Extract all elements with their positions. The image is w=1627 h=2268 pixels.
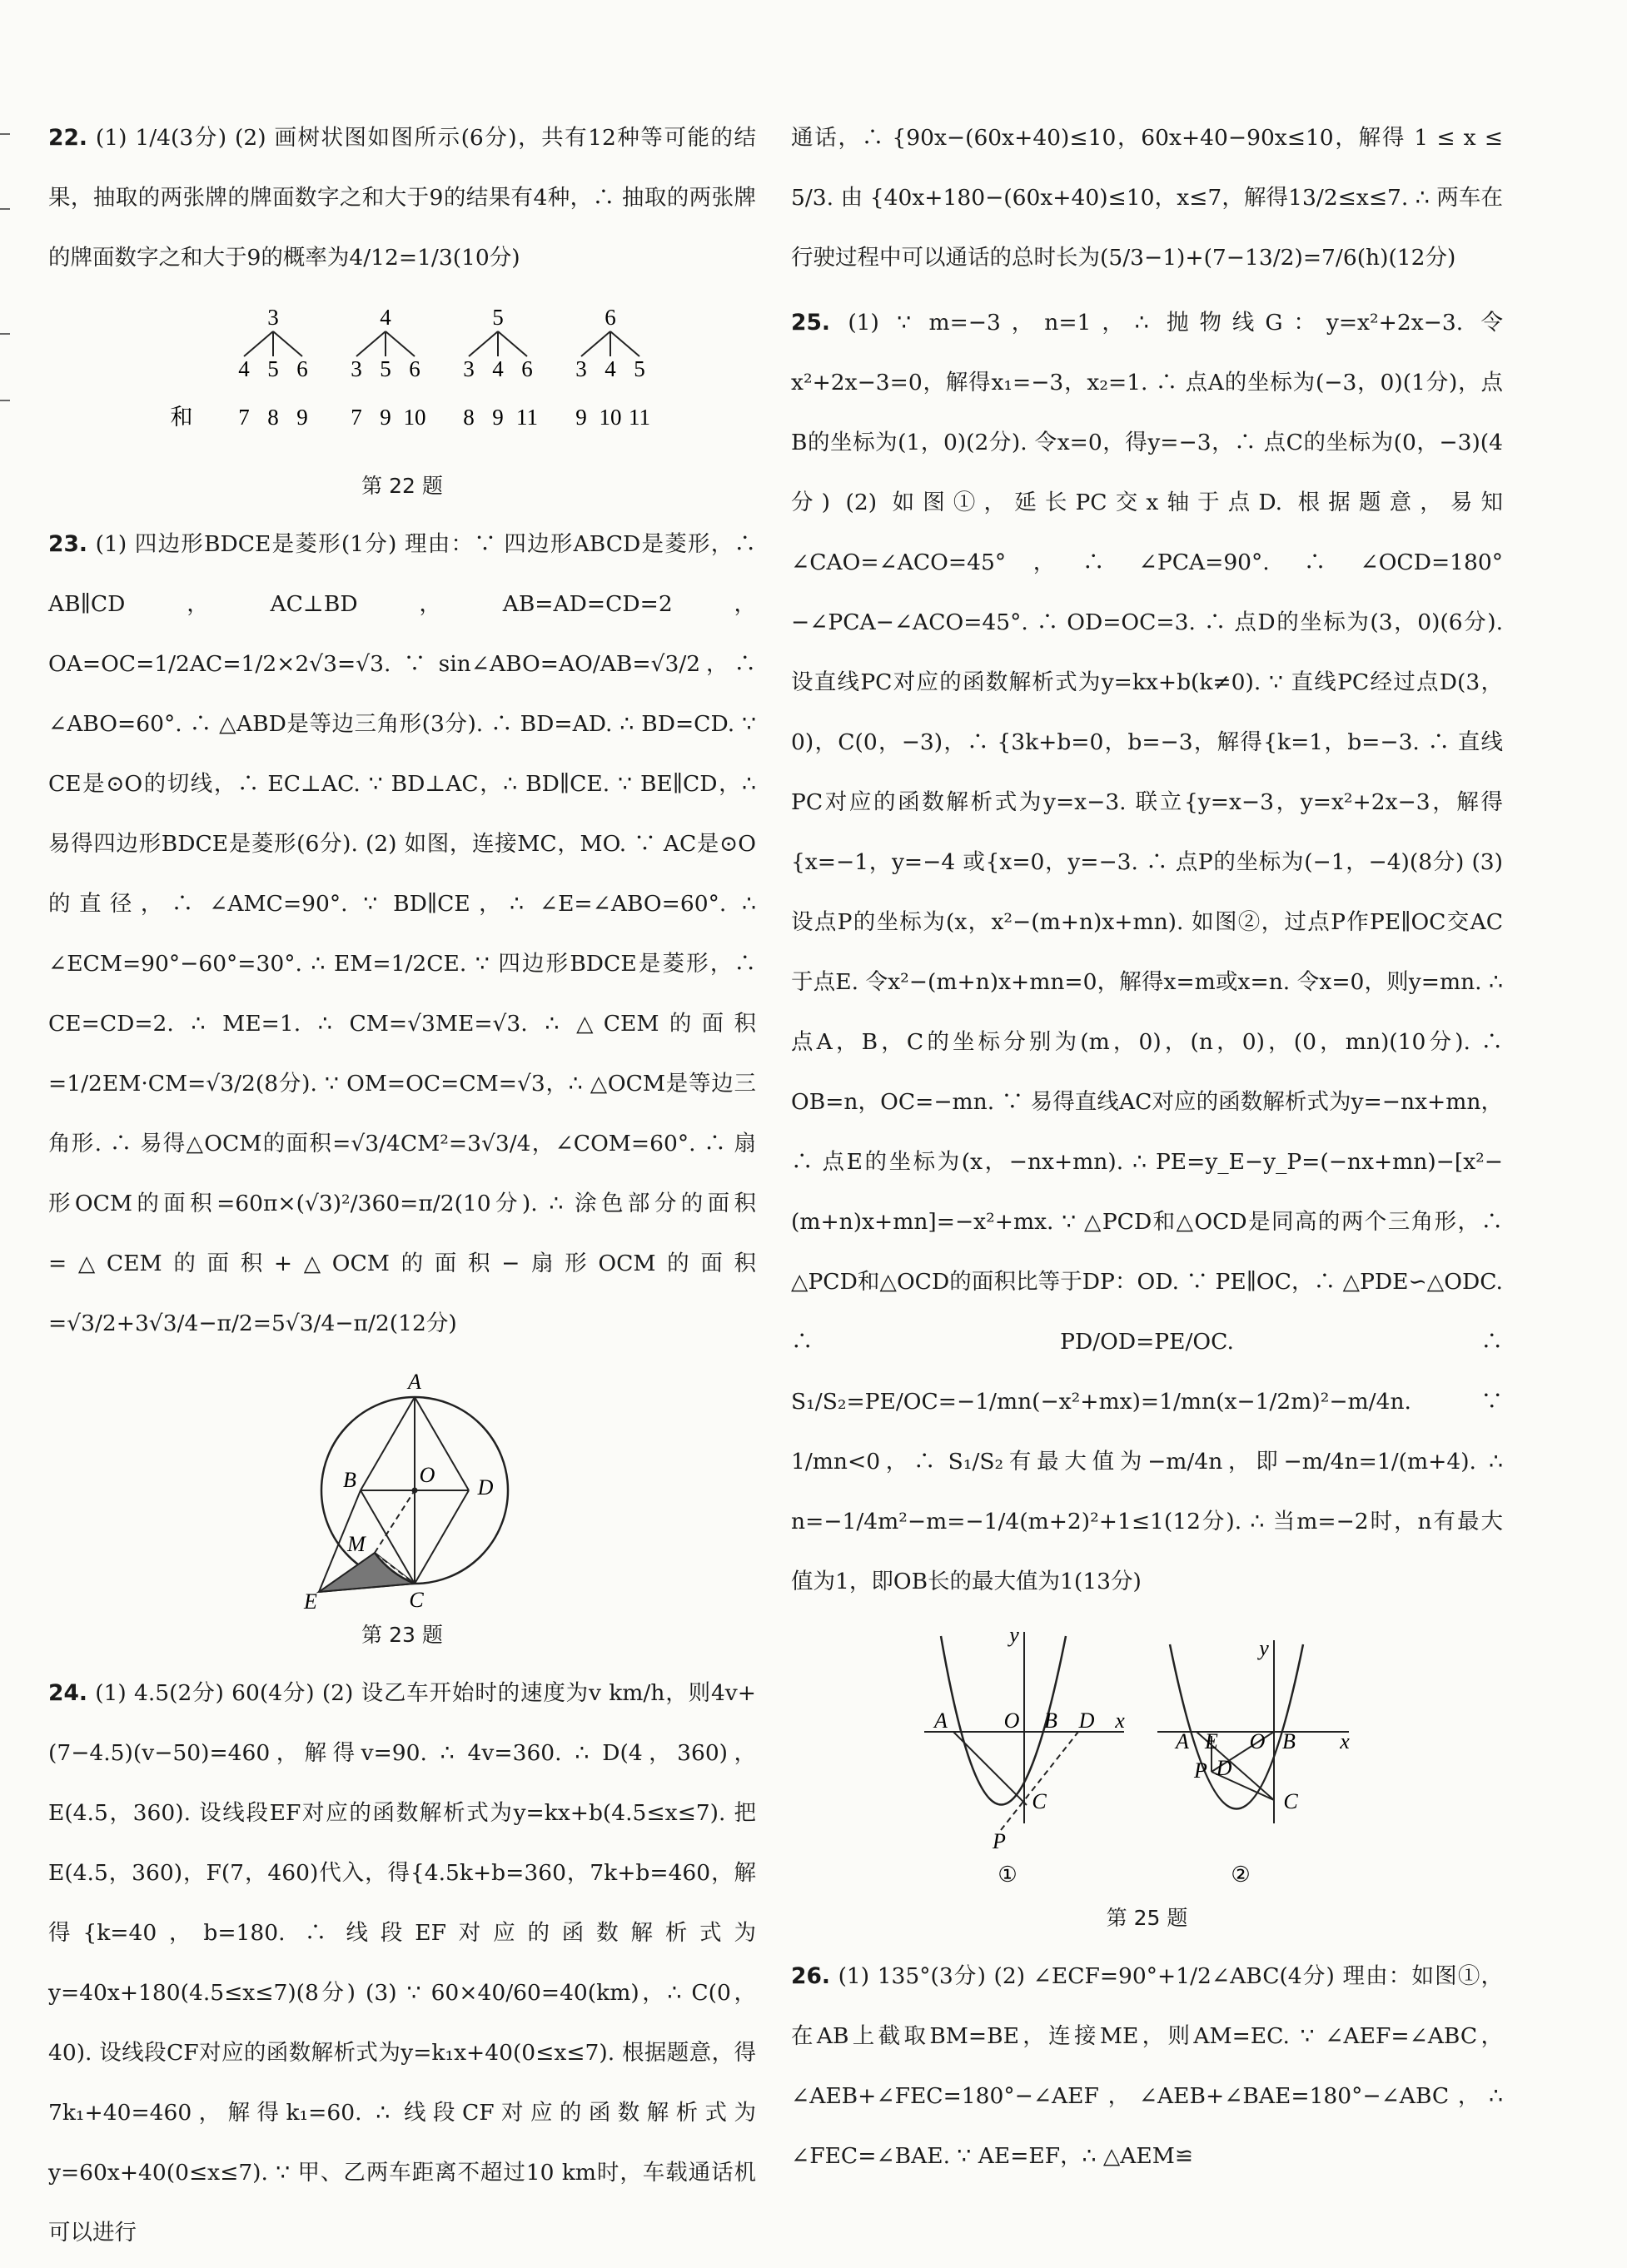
question-number: 24. — [48, 1680, 87, 1706]
tree-sum: 9 — [296, 405, 308, 430]
point-label: D — [477, 1475, 494, 1500]
tree-branch — [386, 331, 415, 356]
sum-label: 和 — [170, 405, 193, 430]
sub-caption: ② — [1231, 1863, 1251, 1887]
point-label: C — [1032, 1789, 1047, 1813]
question-22 — [48, 108, 756, 288]
point-label: A — [1176, 1729, 1189, 1753]
point-label: E — [304, 1589, 317, 1614]
tree-diagram — [48, 300, 756, 466]
point-o — [412, 1488, 418, 1494]
margin-mark — [0, 208, 10, 210]
tree-sum: 11 — [516, 405, 538, 430]
segment-ac-fig1 — [953, 1732, 1027, 1805]
tree-sum: 10 — [403, 405, 426, 430]
point-label: A — [408, 1370, 421, 1394]
point-label: B — [1282, 1729, 1296, 1753]
tree-sum: 10 — [599, 405, 622, 430]
tree-root: 3 — [267, 305, 279, 330]
tree-branch — [498, 331, 527, 356]
tree-branch — [356, 331, 386, 356]
point-label: x — [1340, 1729, 1350, 1753]
tree-sum: 7 — [238, 405, 250, 430]
circle-rhombus-diagram — [48, 1365, 756, 1615]
point-label: O — [1249, 1729, 1266, 1753]
point-label: B — [1044, 1708, 1057, 1733]
margin-mark — [0, 333, 10, 335]
tree-branch — [610, 331, 639, 356]
figure-22-tree-diagram — [48, 300, 756, 500]
question-number: 26. — [791, 1963, 830, 1989]
parabola-diagrams — [791, 1624, 1503, 1898]
point-label: O — [1003, 1708, 1020, 1733]
sub-caption: ① — [998, 1863, 1017, 1887]
tree-branch — [273, 331, 302, 356]
tree-leaf: 5 — [634, 356, 645, 381]
point-label: E — [1205, 1729, 1218, 1753]
question-23 — [48, 515, 756, 1354]
tree-sum: 9 — [575, 405, 587, 430]
tree-root: 6 — [605, 305, 616, 330]
segment-ab — [361, 1397, 415, 1490]
answer-text: (1) ∵ m=−3，n=1，∴ 抛物线G：y=x²+2x−3. 令x²+2x−3=0，解得x₁=−3，x₂=1. ∴ 点A的坐标为(−3，0)(1分)，点B的坐标为(1，0)(2分). 令x=0，得y=−3，∴ 点C的坐标为(0，−3)(4分) (2) 如图①，延长PC交x轴于点D. 根据题意，易知∠CAO=∠ACO=45°，∴ ∠PCA=90°. ∴ ∠OCD=180°−∠PCA−∠ACO=45°. ∴ OD=OC=3. ∴ 点D的坐标为(3，0)(6分). 设直线PC对应的函数解析式为y=kx+b(k≠0). ∵ 直线PC经过点D(3，0)，C(0，−3)，∴ {3k+b=0，b=−3，解得{k=1，b=−3. ∴ 直线PC对应的函数解析式为y=x−3. 联立{y=x−3，y=x²+2x−3，解得{x=−1，y=−4 或{x=0，y=−3. ∴ 点P的坐标为(−1，−4)(8分) (3) 设点P的坐标为(x，x²−(m+n)x+mn). 如图②，过点P作PE∥OC交AC于点E. 令x²−(m+n)x+mn=0，解得x=m或x=n. 令x=0，则y=mn. ∴ 点A，B，C的坐标分别为(m，0)，(n，0)，(0，mn)(10分). ∴ OB=n，OC=−mn. ∵ 易得直线AC对应的函数解析式为y=−nx+mn，∴ 点E的坐标为(x，−nx+mn). ∴ PE=y_E−y_P=(−nx+mn)−[x²−(m+n)x+mn]=−x²+mx. ∵ △PCD和△OCD是同高的两个三角形，∴ △PCD和△OCD的面积比等于DP：OD. ∵ PE∥OC，∴ △PDE∽△ODC. ∴ PD/OD=PE/OC. ∴ S₁/S₂=PE/OC=−1/mn(−x²+mx)=1/mn(x−1/2m)²−m/4n. ∵ 1/mn<0，∴ S₁/S₂有最大值为−m/4n，即−m/4n=1/(m+4). ∴ n=−1/4m²−m=−1/4(m+2)²+1≤1(12分). ∴ 当m=−2时，n有最大值为1，即OB长的最大值为1(13分) — [791, 310, 1503, 1594]
segment-dc — [415, 1490, 469, 1584]
question-number: 22. — [48, 125, 87, 151]
figure-25-parabolas — [791, 1624, 1503, 1932]
point-label: M — [347, 1532, 366, 1556]
tree-branch — [244, 331, 273, 356]
margin-mark — [0, 133, 10, 135]
tree-root: 4 — [380, 305, 391, 330]
tree-leaf: 4 — [492, 356, 504, 381]
right-column — [791, 108, 1503, 2191]
figure-caption: 第 22 题 — [361, 474, 443, 498]
tree-leaf: 6 — [521, 356, 533, 381]
point-label: P — [1194, 1758, 1207, 1783]
point-label: D — [1216, 1756, 1232, 1780]
tree-leaf: 6 — [296, 356, 308, 381]
figure-23-circle-rhombus — [48, 1365, 756, 1649]
answer-text: (1) 1/4(3分) (2) 画树状图如图所示(6分)，共有12种等可能的结果，抽取的两张牌的牌面数字之和大于9的结果有4种，∴ 抽取的两张牌的牌面数字之和大于9的概率为4/12=1/3(10分) — [48, 125, 756, 271]
margin-mark — [0, 400, 10, 401]
tree-sum: 9 — [492, 405, 504, 430]
tree-leaf: 5 — [380, 356, 391, 381]
tree-leaf: 3 — [575, 356, 587, 381]
question-number: 23. — [48, 531, 87, 557]
tree-leaf: 4 — [238, 356, 250, 381]
segment-mo — [375, 1490, 415, 1553]
tree-leaf: 3 — [351, 356, 362, 381]
point-label: B — [343, 1468, 356, 1492]
point-label: C — [409, 1588, 424, 1612]
point-label: y — [1009, 1624, 1019, 1647]
answer-text: 通话，∴ {90x−(60x+40)≤10，60x+40−90x≤10，解得 1 ≤ x ≤ 5/3. 由 {40x+180−(60x+40)≤10，x≤7，解得13/2≤x≤7. ∴ 两车在行驶过程中可以通话的总时长为(5/3−1)+(7−13/2)=7/6(h)(12分) — [791, 125, 1503, 271]
tree-sum: 9 — [380, 405, 391, 430]
point-label: y — [1259, 1636, 1269, 1660]
tree-sum: 7 — [351, 405, 362, 430]
question-number: 25. — [791, 310, 830, 336]
tree-sum: 8 — [463, 405, 475, 430]
point-label: O — [419, 1463, 435, 1487]
answer-text: (1) 四边形BDCE是菱形(1分) 理由：∵ 四边形ABCD是菱形，∴ AB∥CD，AC⊥BD，AB=AD=CD=2，OA=OC=1/2AC=1/2×2√3=√3. ∵ sin∠ABO=AO/AB=√3/2，∴ ∠ABO=60°. ∴ △ABD是等边三角形(3分). ∴ BD=AD. ∴ BD=CD. ∵ CE是⊙O的切线，∴ EC⊥AC. ∵ BD⊥AC，∴ BD∥CE. ∵ BE∥CD，∴ 易得四边形BDCE是菱形(6分). (2) 如图，连接MC，MO. ∵ AC是⊙O的直径，∴ ∠AMC=90°. ∵ BD∥CE，∴ ∠E=∠ABO=60°. ∴ ∠ECM=90°−60°=30°. ∴ EM=1/2CE. ∵ 四边形BDCE是菱形，∴ CE=CD=2. ∴ ME=1. ∴ CM=√3ME=√3. ∴ △CEM的面积=1/2EM·CM=√3/2(8分). ∵ OM=OC=CM=√3，∴ △OCM是等边三角形. ∴ 易得△OCM的面积=√3/4CM²=3√3/4，∠COM=60°. ∴ 扇形OCM的面积=60π×(√3)²/360=π/2(10分). ∴ 涂色部分的面积=△CEM的面积+△OCM的面积−扇形OCM的面积=√3/2+3√3/4−π/2=5√3/4−π/2(12分) — [48, 531, 756, 1336]
question-25 — [791, 293, 1503, 1612]
tree-leaf: 4 — [605, 356, 616, 381]
tree-leaf: 3 — [463, 356, 475, 381]
point-label: x — [1115, 1708, 1125, 1733]
tree-branch — [469, 331, 498, 356]
question-24-continued — [791, 108, 1503, 288]
tree-leaf: 5 — [267, 356, 279, 381]
figure-caption: 第 23 题 — [361, 1623, 443, 1647]
answer-text: (1) 135°(3分) (2) ∠ECF=90°+1/2∠ABC(4分) 理由：如图①，在AB上截取BM=BE，连接ME，则AM=EC. ∵ ∠AEF=∠ABC，∠AEB+∠FEC=180°−∠AEF，∠AEB+∠BAE=180°−∠ABC，∴ ∠FEC=∠BAE. ∵ AE=EF，∴ △AEM≌ — [791, 1963, 1503, 2169]
point-label: D — [1078, 1708, 1095, 1733]
figure-caption: 第 25 题 — [1106, 1906, 1188, 1930]
left-column — [48, 108, 756, 2268]
parabola-g-fig2 — [1170, 1644, 1303, 1809]
tree-sum: 11 — [629, 405, 650, 430]
tree-leaf: 6 — [409, 356, 420, 381]
question-24 — [48, 1664, 756, 2263]
point-label: C — [1283, 1789, 1298, 1813]
question-26 — [791, 1947, 1503, 2186]
tree-sum: 8 — [267, 405, 279, 430]
point-label: A — [934, 1708, 948, 1733]
tree-root: 5 — [492, 305, 504, 330]
tree-branch — [581, 331, 610, 356]
point-label: P — [993, 1829, 1006, 1853]
answer-text: (1) 4.5(2分) 60(4分) (2) 设乙车开始时的速度为v km/h，则4v+(7−4.5)(v−50)=460，解得v=90. ∴ 4v=360. ∴ D(4，360)，E(4.5，360). 设线段EF对应的函数解析式为y=kx+b(4.5≤x≤7). 把E(4.5，360)，F(7，460)代入，得{4.5k+b=360，7k+b=460，解得{k=40，b=180. ∴ 线段EF对应的函数解析式为y=40x+180(4.5≤x≤7)(8分) (3) ∵ 60×40/60=40(km)，∴ C(0，40). 设线段CF对应的函数解析式为y=k₁x+40(0≤x≤7). 根据题意，得7k₁+40=460，解得k₁=60. ∴ 线段CF对应的函数解析式为y=60x+40(0≤x≤7). ∵ 甲、乙两车距离不超过10 km时，车载通话机可以进行 — [48, 1680, 756, 2246]
